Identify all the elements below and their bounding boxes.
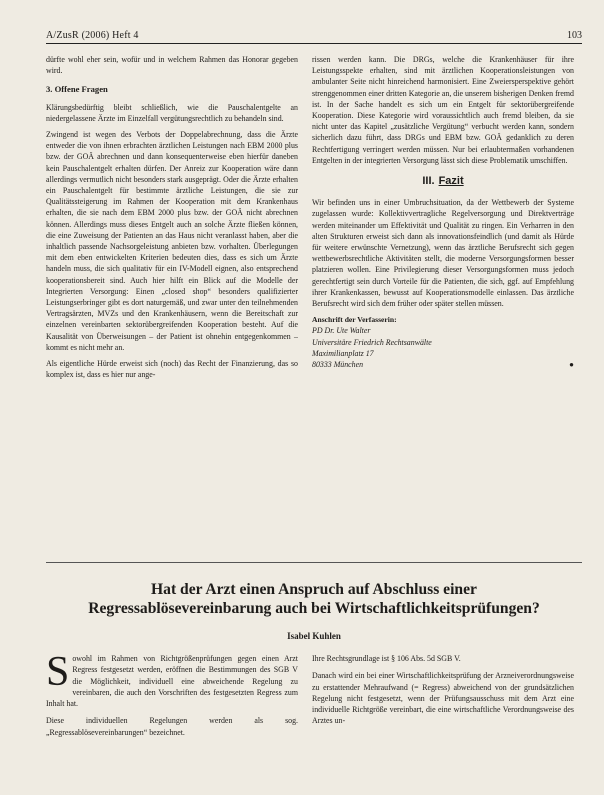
author-address-line: Maximilianplatz 17 <box>312 348 374 358</box>
article-author: Isabel Kuhlen <box>287 631 341 641</box>
left-column <box>46 54 298 385</box>
author-address-line: 80333 München <box>312 360 364 370</box>
right-paragraph: rissen werden kann. Die DRGs, welche die Krankenhäuser für ihre Leistungsspekte erhalten, sind mit ärztlichen Kooperationsleistungen von ambulanter Seite nicht hinreichend harmonisiert. Eine Zweiersperspektive gehört strenggenommen einer dritten Kategorie an, die unserem bisherigen Denken fremd ist. In der Sache handelt es sich um ein Entgelt für sektorübergreifende Kooperation. Diese Kategorie wird voraussichtlich auch fremd bleiben, da sie nicht unter das Kapitel „zusätzliche Vergütung“ verbucht werden kann, sondern sicherlich dazu führt, dass DRGs und EBM bzw. GOÄ gedanklich zu deren Rechtfertigung verringert werden müssen. Nur bei erlaubtermaßen vorhandenen Entgelten in der integrierten Versorgung lässt sich diese Problematik umschiffen. <box>312 55 574 165</box>
drop-cap: S <box>46 649 70 695</box>
end-of-article-bullet: ● <box>569 360 574 370</box>
right-column <box>312 54 574 370</box>
article-paragraph: Diese individuellen Regelungen werden als sog. „Regressablösevereinbarungen“ bezeichnet. <box>46 716 298 737</box>
page-number: 103 <box>567 30 582 41</box>
article-left-column <box>46 649 298 744</box>
article-paragraph: Ihre Rechtsgrundlage ist § 106 Abs. 5d SGB V. <box>312 654 461 663</box>
article-divider <box>46 562 582 563</box>
article-paragraph-text: owohl im Rahmen von Richtgrößenprüfungen gegen einen Arzt Regress festgesetzt werden, eröffnen die Bestimmungen des SGB V die Möglichkeit, individuell eine abweichende Regelung zu vereinbaren, die auch den Vorschriften des festgesetzten Regress zum Inhalt hat. <box>46 654 298 709</box>
author-address-label: Anschrift der Verfasserin: <box>312 315 397 325</box>
article-paragraph: Danach wird ein bei einer Wirtschaftlichkeitsprüfung der Arzneiverordnungsweise zu erstattender Mehraufwand (= Regress) abweichend von der grundsätzlichen Regelung nicht festgesetzt, wenn der Prüfungsausschuss mit dem Arzt eine individuelle Richtgröße vereinbart, die eine wirtschaftliche Verordnungsweise des Arztes un- <box>312 671 574 726</box>
header-rule <box>46 43 582 44</box>
author-address-line: PD Dr. Ute Walter <box>312 326 371 336</box>
fazit-number: III. <box>422 175 435 188</box>
left-intro-paragraph: dürfte wohl eher sein, wofür und in welchem Rahmen das Honorar gegeben wird. <box>46 55 298 76</box>
author-address <box>312 314 574 370</box>
left-paragraph: Klärungsbedürftig bleibt schließlich, wie die Pauschalentgelte an niedergelassene Ärzte im Einzelfall vergütungsrechtlich zu behandeln sind. <box>46 102 298 123</box>
fazit-title: Fazit <box>438 175 464 188</box>
author-address-line: Universitäre Friedrich Rechtsanwälte <box>312 337 432 347</box>
left-paragraph: Als eigentliche Hürde erweist sich (noch) das Recht der Finanzierung, das so komplex ist, dass es hier nur ange- <box>46 359 298 380</box>
section-heading-fazit <box>312 176 574 187</box>
fazit-paragraph: Wir befinden uns in einer Umbruchsituation, da der Wettbewerb der Systeme zugelassen wurde: Kollektivvertragliche Regelversorgung und Direktverträge werden miteinander um Effektivität und Qualität zu ringen. Ein Verharren in den alten Strukturen erweist sich dann als innovationsfeindlich (und damit als Hürde für weitere erwünschte Vernetzung), wenn das ärztliche Berufsrecht sich gegen wettbewerbsrechtliche Aktivitäten stellt, die moderne Versorgungsformen besser platzieren wollen. Eine Privilegierung dieser Versorgungsformen muss jedoch gerechtfertigt sein durch Vorteile für die Patienten, die sich, ggf. auf Empfehlung ihrer Krankenkassen, bewusst auf Kooperationsmodelle einlassen. Das ärztliche Berufsrecht wird sich dem früher oder später stellen müssen. <box>312 198 574 309</box>
article-right-column <box>312 653 574 733</box>
left-paragraph: Zwingend ist wegen des Verbots der Doppelabrechnung, dass die Ärzte entweder die von ihnen erbrachten ärztlichen Leistungen nach EBM 2000 plus bzw. der GOÄ abrechnen und dann konsequenterweise eben hierfür daneben kein Pauschalentgelt erhalten dürfen. Der Anreiz zur Kooperation wäre dann allerdings vermutlich nicht besonders stark ausgeprägt. Oder die Ärzte erhalten ein Pauschalentgelt für bestimmte ärztliche Leistungen, die sie zur Qualitätssteigerung im Rahmen der Kooperation mit dem Krankenhaus erhalten, die sie nach dem EBM 2000 plus bzw. der GOÄ nicht abrechnen können. Allerdings muss dieses Entgelt auch an solche Ärzte fließen können, die eine Zuweisung der Patienten an das Haus nicht veranlasst haben, aber die inhaltlich passende Nachsorgeleistung anbieten bzw. vorhalten. Überlegungen mit dem eben entwickelten Kriterien bedeuten dies, dass es sich um Ärzte handeln muss, die sich qualitativ für ein IV-Modell eignen, also entsprechend kooperationsbereit sind. Auch hier hilft ein Blick auf die Modelle der Integrierten Versorgung: Einen „closed shop“ besonders qualifizierter Leistungserbringer gibt es dort naturgemäß, und zwar unter den teilnehmenden Vertragsärzten, MVZs und den Krankenhäusern, wenn die Bereitschaft zur einzelnen vereinbarten sektorübergreifenden Kooperation besteht. Auf die Kausalität von Überweisungen – der Patient ist ohnehin entgegenkommen – kommt es nicht mehr an. <box>46 130 298 352</box>
article-paragraph <box>46 649 298 709</box>
article-title-line: Regressablösevereinbarung auch bei Wirtschaftlichkeitsprüfungen? <box>88 600 540 617</box>
section-heading-offene-fragen: 3. Offene Fragen <box>46 84 108 95</box>
running-head: A/ZusR (2006) Heft 4 <box>46 30 139 41</box>
article-title-line: Hat der Arzt einen Anspruch auf Abschluss einer <box>151 581 477 598</box>
article-title <box>46 580 582 618</box>
